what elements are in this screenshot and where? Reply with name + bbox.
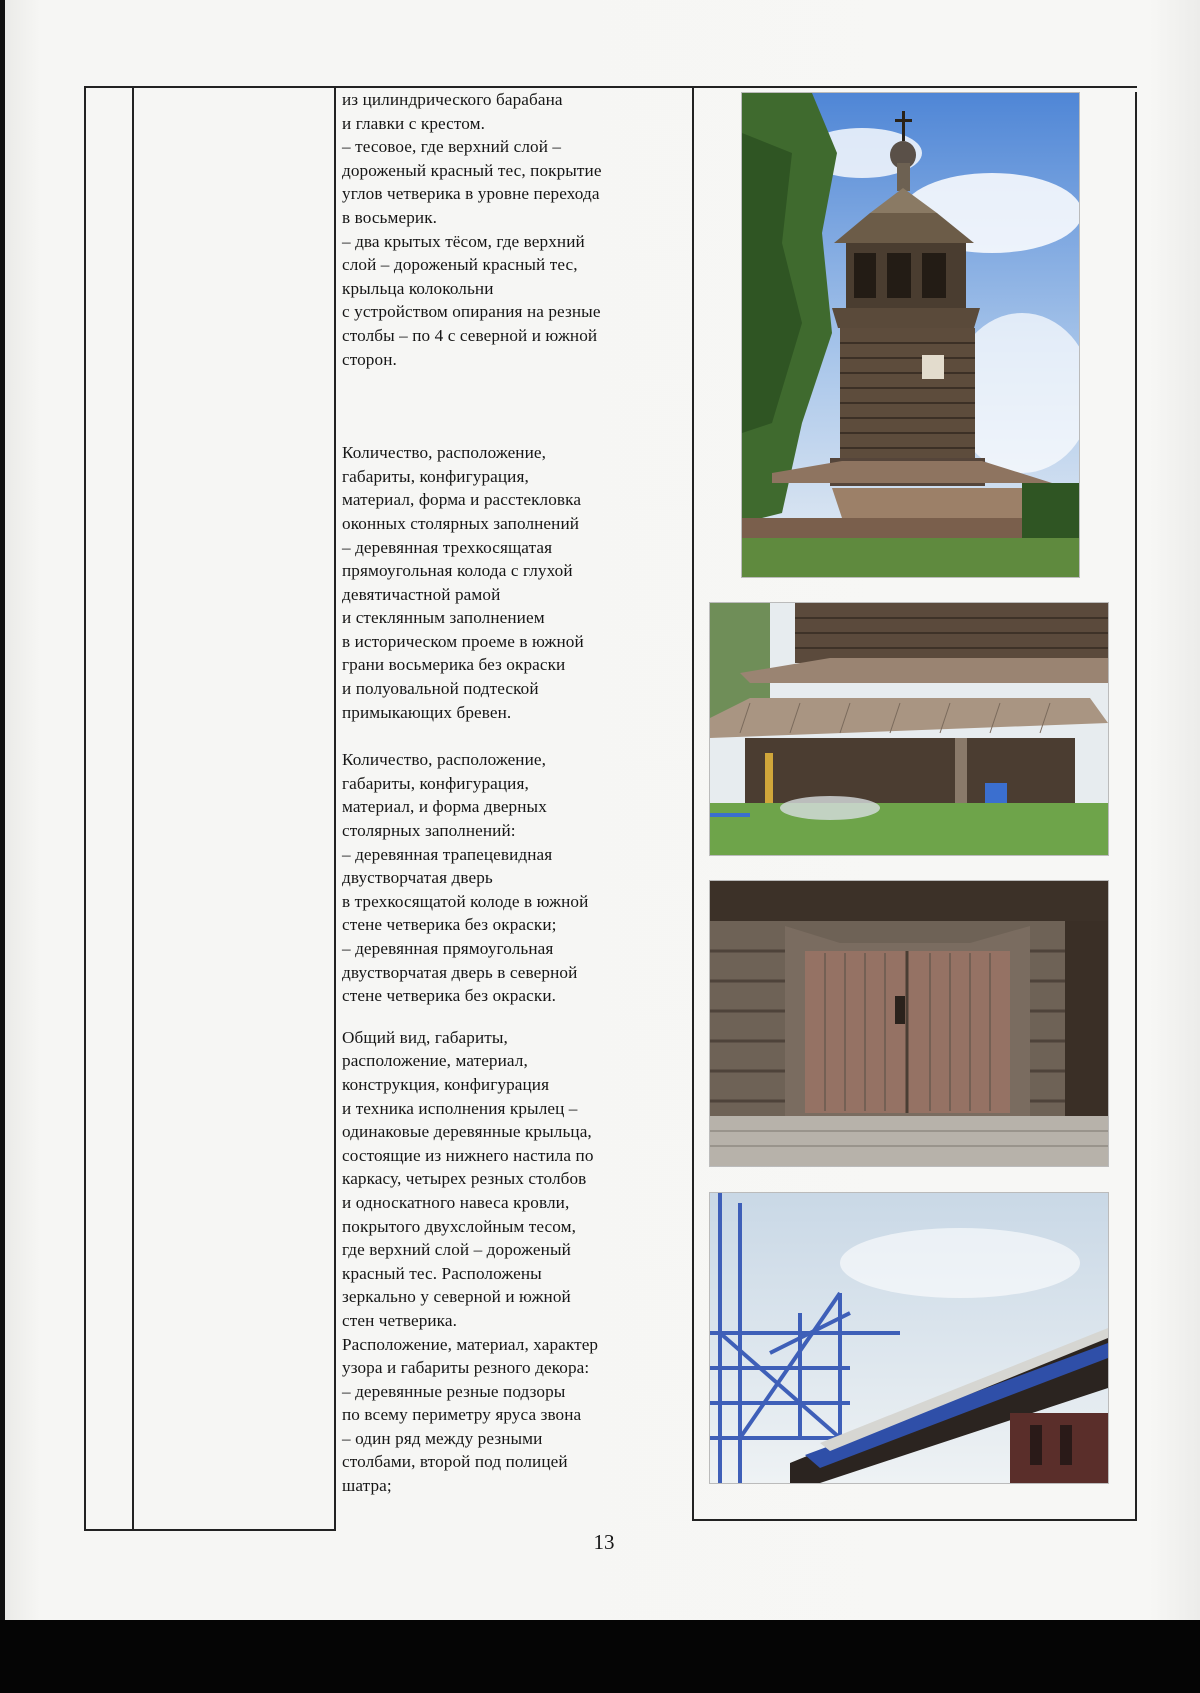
photo-bell-tower bbox=[741, 92, 1080, 578]
scan-left-edge bbox=[0, 0, 5, 1620]
photo-door bbox=[709, 880, 1109, 1167]
door-drawing bbox=[710, 881, 1108, 1166]
table-bottom-border-left bbox=[84, 1529, 336, 1531]
table-col-divider-2 bbox=[132, 86, 134, 1531]
table-col-divider-4 bbox=[692, 86, 694, 1521]
table-right-border bbox=[1135, 92, 1137, 1520]
page-number: 13 bbox=[593, 1530, 615, 1554]
table-col-divider-1 bbox=[84, 86, 86, 1531]
photo-porch-roof bbox=[709, 602, 1109, 856]
table-bottom-border-right bbox=[692, 1519, 1137, 1521]
paragraph-roof: из цилиндрического барабана и главки с крестом. – тесовое, где верхний слой – дороженый красный тес, покрытие углов четверика в уровне перехода в восьмерик. – два крытых тёсом, где верхний слой – дороженый красный тес, крыльца колокольни с устройством опирания на резные столбы – по 4 с северной и южной сторон. bbox=[342, 90, 602, 369]
paragraph-porches-and-decor: Общий вид, габариты, расположение, материал, конструкция, конфигурация и техника исполнения крылец – одинаковые деревянные крыльца, состоящие из нижнего настила по каркасу, четырех резных столбов и односкатного навеса кровли, покрытого двухслойным тесом, где верхний слой – дороженый красный тес. Расположены зеркально у северной и южной стен четверика. Расположение, материал, характер узора и габариты резного декора: – деревянные резные подзоры по всему периметру яруса звона – один ряд между резными столбами, второй под полицей шатра; bbox=[342, 1027, 599, 1496]
table-col-divider-3 bbox=[334, 86, 336, 1531]
bell-tower-drawing bbox=[742, 93, 1079, 577]
paragraph-doors: Количество, расположение, габариты, конфигурация, материал, и форма дверных столярных заполнений: – деревянная трапецевидная двустворчатая дверь в трехкосящатой колоде в южной стене четверика без окраски; – деревянная прямоугольная двустворчатая дверь в северной стене четверика без окраски. bbox=[342, 750, 589, 1006]
scaffolding-drawing bbox=[710, 1193, 1108, 1483]
paragraph-windows: Количество, расположение, габариты, конфигурация, материал, форма и расстекловка оконных столярных заполнений – деревянная трехкосящатая прямоугольная колода с глухой девятичастной рамой и стеклянным заполнением в историческом проеме в южной грани восьмерика без окраски и полуовальной подтеской примыкающих бревен. bbox=[342, 443, 584, 722]
photo-scaffolding bbox=[709, 1192, 1109, 1484]
scan-bottom-band bbox=[0, 1620, 1200, 1693]
porch-roof-drawing bbox=[710, 603, 1108, 855]
description-cell bbox=[342, 88, 682, 1498]
